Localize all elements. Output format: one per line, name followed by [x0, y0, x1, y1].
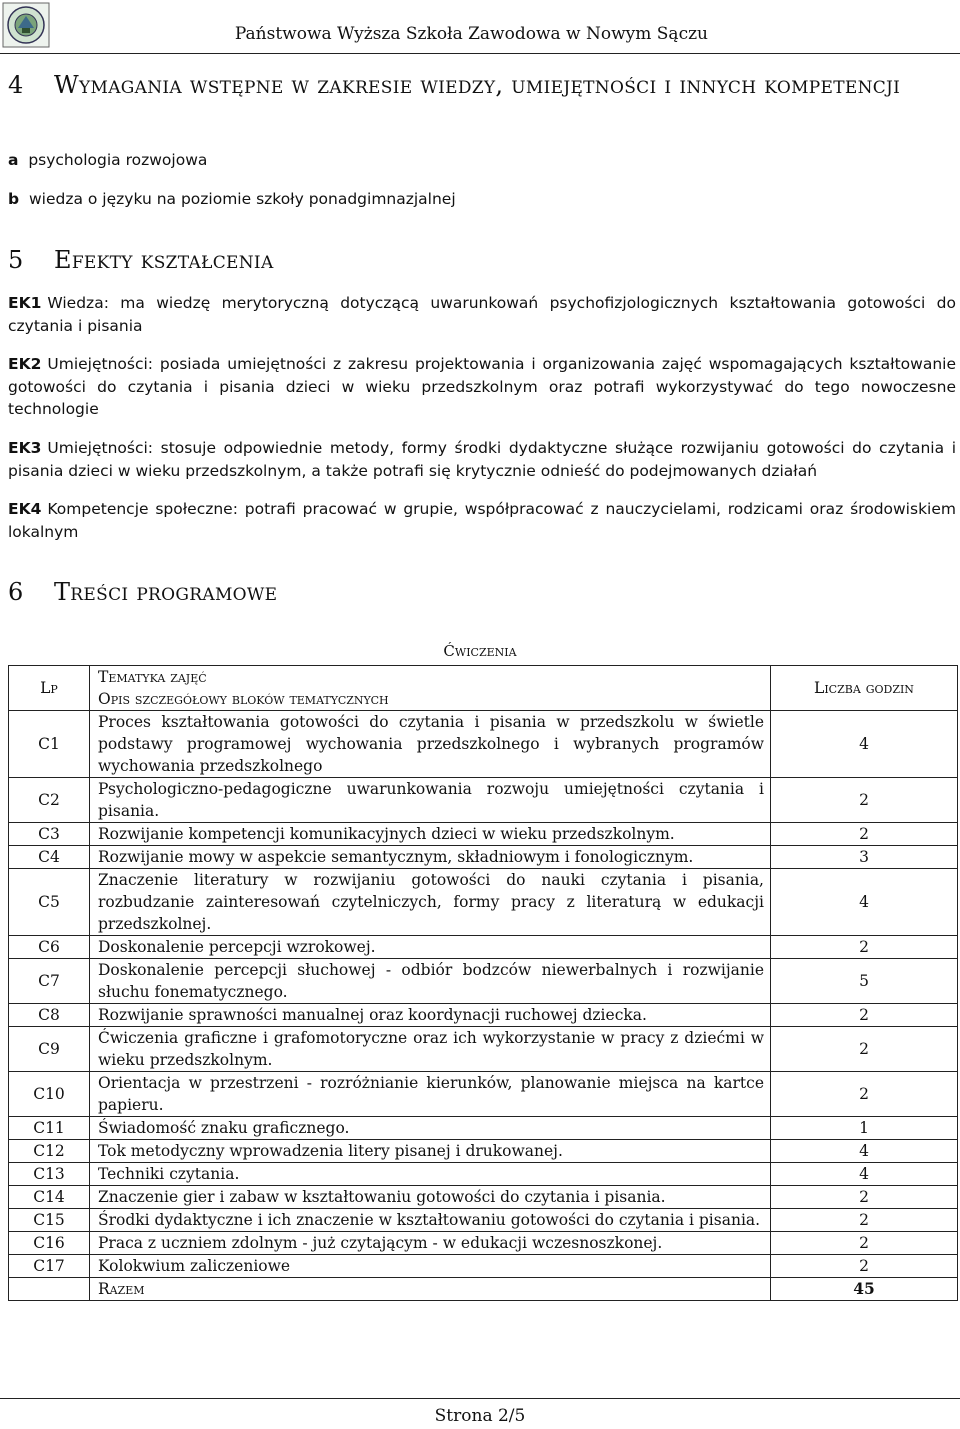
section-5-heading	[8, 245, 274, 275]
row-lp: C4	[9, 846, 90, 869]
row-hours: 2	[771, 1232, 958, 1255]
row-hours: 3	[771, 846, 958, 869]
row-lp: C2	[9, 778, 90, 823]
outcome-text: Wiedza: ma wiedzę merytoryczną dotyczącą uwarunkowań psychofizjologicznych kształtowania gotowości do czytania i pisania	[8, 294, 956, 335]
row-lp: C5	[9, 869, 90, 936]
prerequisite-item	[8, 148, 960, 173]
row-topic: Orientacja w przestrzeni - rozróżnianie kierunków, planowanie miejsca na kartce papieru.	[90, 1072, 771, 1117]
section-6-heading	[8, 577, 277, 607]
header-rule	[0, 53, 960, 54]
table-row	[9, 959, 958, 1004]
section-number: 4	[8, 71, 24, 99]
total-label: Razem	[90, 1278, 771, 1301]
row-hours: 4	[771, 1163, 958, 1186]
header-topic	[90, 666, 771, 711]
outcome-item	[8, 353, 956, 421]
row-topic: Psychologiczno-pedagogiczne uwarunkowania rozwoju umiejętności czytania i pisania.	[90, 778, 771, 823]
section-4-heading	[8, 70, 958, 100]
table-row	[9, 1072, 958, 1117]
row-topic: Środki dydaktyczne i ich znaczenie w kształtowaniu gotowości do czytania i pisania.	[90, 1209, 771, 1232]
row-topic: Techniki czytania.	[90, 1163, 771, 1186]
row-lp: C17	[9, 1255, 90, 1278]
outcome-item	[8, 292, 956, 337]
row-topic: Tok metodyczny wprowadzenia litery pisanej i drukowanej.	[90, 1140, 771, 1163]
table-row	[9, 1232, 958, 1255]
outcome-text: Umiejętności: stosuje odpowiednie metody, formy środki dydaktyczne służące rozwijaniu gotowości do czytania i pisania dzieci w wieku przedszkolnym, a także potrafi się krytycznie odnieść do podejmowanych działań	[8, 439, 956, 480]
header-institution: Państwowa Wyższa Szkoła Zawodowa w Nowym Sączu	[234, 24, 708, 44]
row-lp: C16	[9, 1232, 90, 1255]
row-hours: 1	[771, 1117, 958, 1140]
table-body	[9, 711, 958, 1278]
row-topic: Doskonalenie percepcji słuchowej - odbiór bodzców niewerbalnych i rozwijanie słuchu fonematycznego.	[90, 959, 771, 1004]
outcome-text: Kompetencje społeczne: potrafi pracować w grupie, współpracować z nauczycielami, rodzicami oraz środowiskiem lokalnym	[8, 500, 956, 541]
section-title: Wymagania wstępne w zakresie wiedzy, umiejętności i innych kompetencji	[54, 71, 901, 99]
table-row	[9, 1186, 958, 1209]
row-lp: C8	[9, 1004, 90, 1027]
table-row	[9, 823, 958, 846]
row-hours: 2	[771, 1027, 958, 1072]
table-row	[9, 1163, 958, 1186]
row-hours: 4	[771, 1140, 958, 1163]
table-row	[9, 778, 958, 823]
row-topic: Znaczenie gier i zabaw w kształtowaniu gotowości do czytania i pisania.	[90, 1186, 771, 1209]
table-row	[9, 846, 958, 869]
row-lp: C3	[9, 823, 90, 846]
outcome-code: EK2	[8, 355, 42, 373]
prerequisite-label: a	[8, 151, 19, 169]
header-topic-title: Tematyka zajęć	[98, 668, 207, 686]
table-row	[9, 936, 958, 959]
row-lp: C12	[9, 1140, 90, 1163]
row-hours: 2	[771, 1072, 958, 1117]
row-topic: Świadomość znaku graficznego.	[90, 1117, 771, 1140]
row-lp: C1	[9, 711, 90, 778]
row-hours: 2	[771, 1255, 958, 1278]
row-lp: C7	[9, 959, 90, 1004]
row-topic: Rozwijanie mowy w aspekcie semantycznym, składniowym i fonologicznym.	[90, 846, 771, 869]
prerequisite-item	[8, 187, 960, 212]
total-hours: 45	[771, 1278, 958, 1301]
table-caption: Ćwiczenia	[443, 642, 517, 660]
row-hours: 2	[771, 778, 958, 823]
row-topic: Praca z uczniem zdolnym - już czytającym - w edukacji wczesnoszkonej.	[90, 1232, 771, 1255]
row-hours: 2	[771, 1004, 958, 1027]
section-number: 6	[8, 578, 24, 606]
row-hours: 4	[771, 711, 958, 778]
table-row	[9, 1027, 958, 1072]
row-topic: Rozwijanie kompetencji komunikacyjnych dzieci w wieku przedszkolnym.	[90, 823, 771, 846]
prerequisite-text: wiedza o języku na poziomie szkoły ponadgimnazjalnej	[28, 190, 456, 208]
row-lp: C13	[9, 1163, 90, 1186]
table-row	[9, 869, 958, 936]
header-hours: Liczba godzin	[771, 666, 958, 711]
row-lp: C11	[9, 1117, 90, 1140]
outcome-item	[8, 437, 956, 482]
row-hours: 2	[771, 1186, 958, 1209]
outcome-code: EK1	[8, 294, 42, 312]
row-topic: Kolokwium zaliczeniowe	[90, 1255, 771, 1278]
row-topic: Ćwiczenia graficzne i grafomotoryczne oraz ich wykorzystanie w pracy z dziećmi w wieku przedszkolnym.	[90, 1027, 771, 1072]
university-logo	[2, 2, 50, 48]
header-lp: Lp	[9, 666, 90, 711]
outcome-code: EK4	[8, 500, 42, 518]
row-topic: Doskonalenie percepcji wzrokowej.	[90, 936, 771, 959]
table-row	[9, 1255, 958, 1278]
row-hours: 2	[771, 1209, 958, 1232]
table-row	[9, 1004, 958, 1027]
row-hours: 2	[771, 823, 958, 846]
row-hours: 2	[771, 936, 958, 959]
table-total-row	[9, 1278, 958, 1301]
row-hours: 5	[771, 959, 958, 1004]
table-row	[9, 1117, 958, 1140]
program-table	[8, 665, 958, 1301]
outcome-item	[8, 498, 956, 543]
prerequisite-text: psychologia rozwojowa	[28, 151, 208, 169]
outcome-code: EK3	[8, 439, 42, 457]
row-topic: Znaczenie literatury w rozwijaniu gotowości do nauki czytania i pisania, rozbudzanie zainteresowań czytelniczych, formy pracy z literaturą w edukacji przedszkolnej.	[90, 869, 771, 936]
row-topic: Rozwijanie sprawności manualnej oraz koordynacji ruchowej dziecka.	[90, 1004, 771, 1027]
section-number: 5	[8, 246, 24, 274]
table-header-row	[9, 666, 958, 711]
section-title: Treści programowe	[54, 578, 278, 606]
header-topic-detail: Opis szczegółowy bloków tematycznych	[98, 690, 389, 708]
section-title: Efekty kształcenia	[54, 246, 274, 274]
row-lp: C14	[9, 1186, 90, 1209]
row-topic: Proces kształtowania gotowości do czytania i pisania w przedszkolu w świetle podstawy programowej wychowania przedszkolnego i wybranych programów wychowania przedszkolnego	[90, 711, 771, 778]
row-lp: C15	[9, 1209, 90, 1232]
row-lp: C6	[9, 936, 90, 959]
page-number: Strona 2/5	[434, 1406, 526, 1426]
row-lp: C10	[9, 1072, 90, 1117]
table-row	[9, 1140, 958, 1163]
table-row	[9, 1209, 958, 1232]
outcome-text: Umiejętności: posiada umiejętności z zakresu projektowania i organizowania zajęć wspomagających kształtowanie gotowości do czytania i pisania dzieci w wieku przedszkolnym oraz potrafi wykorzystywać do tego nowoczesne technologie	[8, 355, 956, 418]
row-lp: C9	[9, 1027, 90, 1072]
footer-rule	[0, 1398, 960, 1399]
prerequisite-label: b	[8, 190, 20, 208]
row-hours: 4	[771, 869, 958, 936]
table-row	[9, 711, 958, 778]
